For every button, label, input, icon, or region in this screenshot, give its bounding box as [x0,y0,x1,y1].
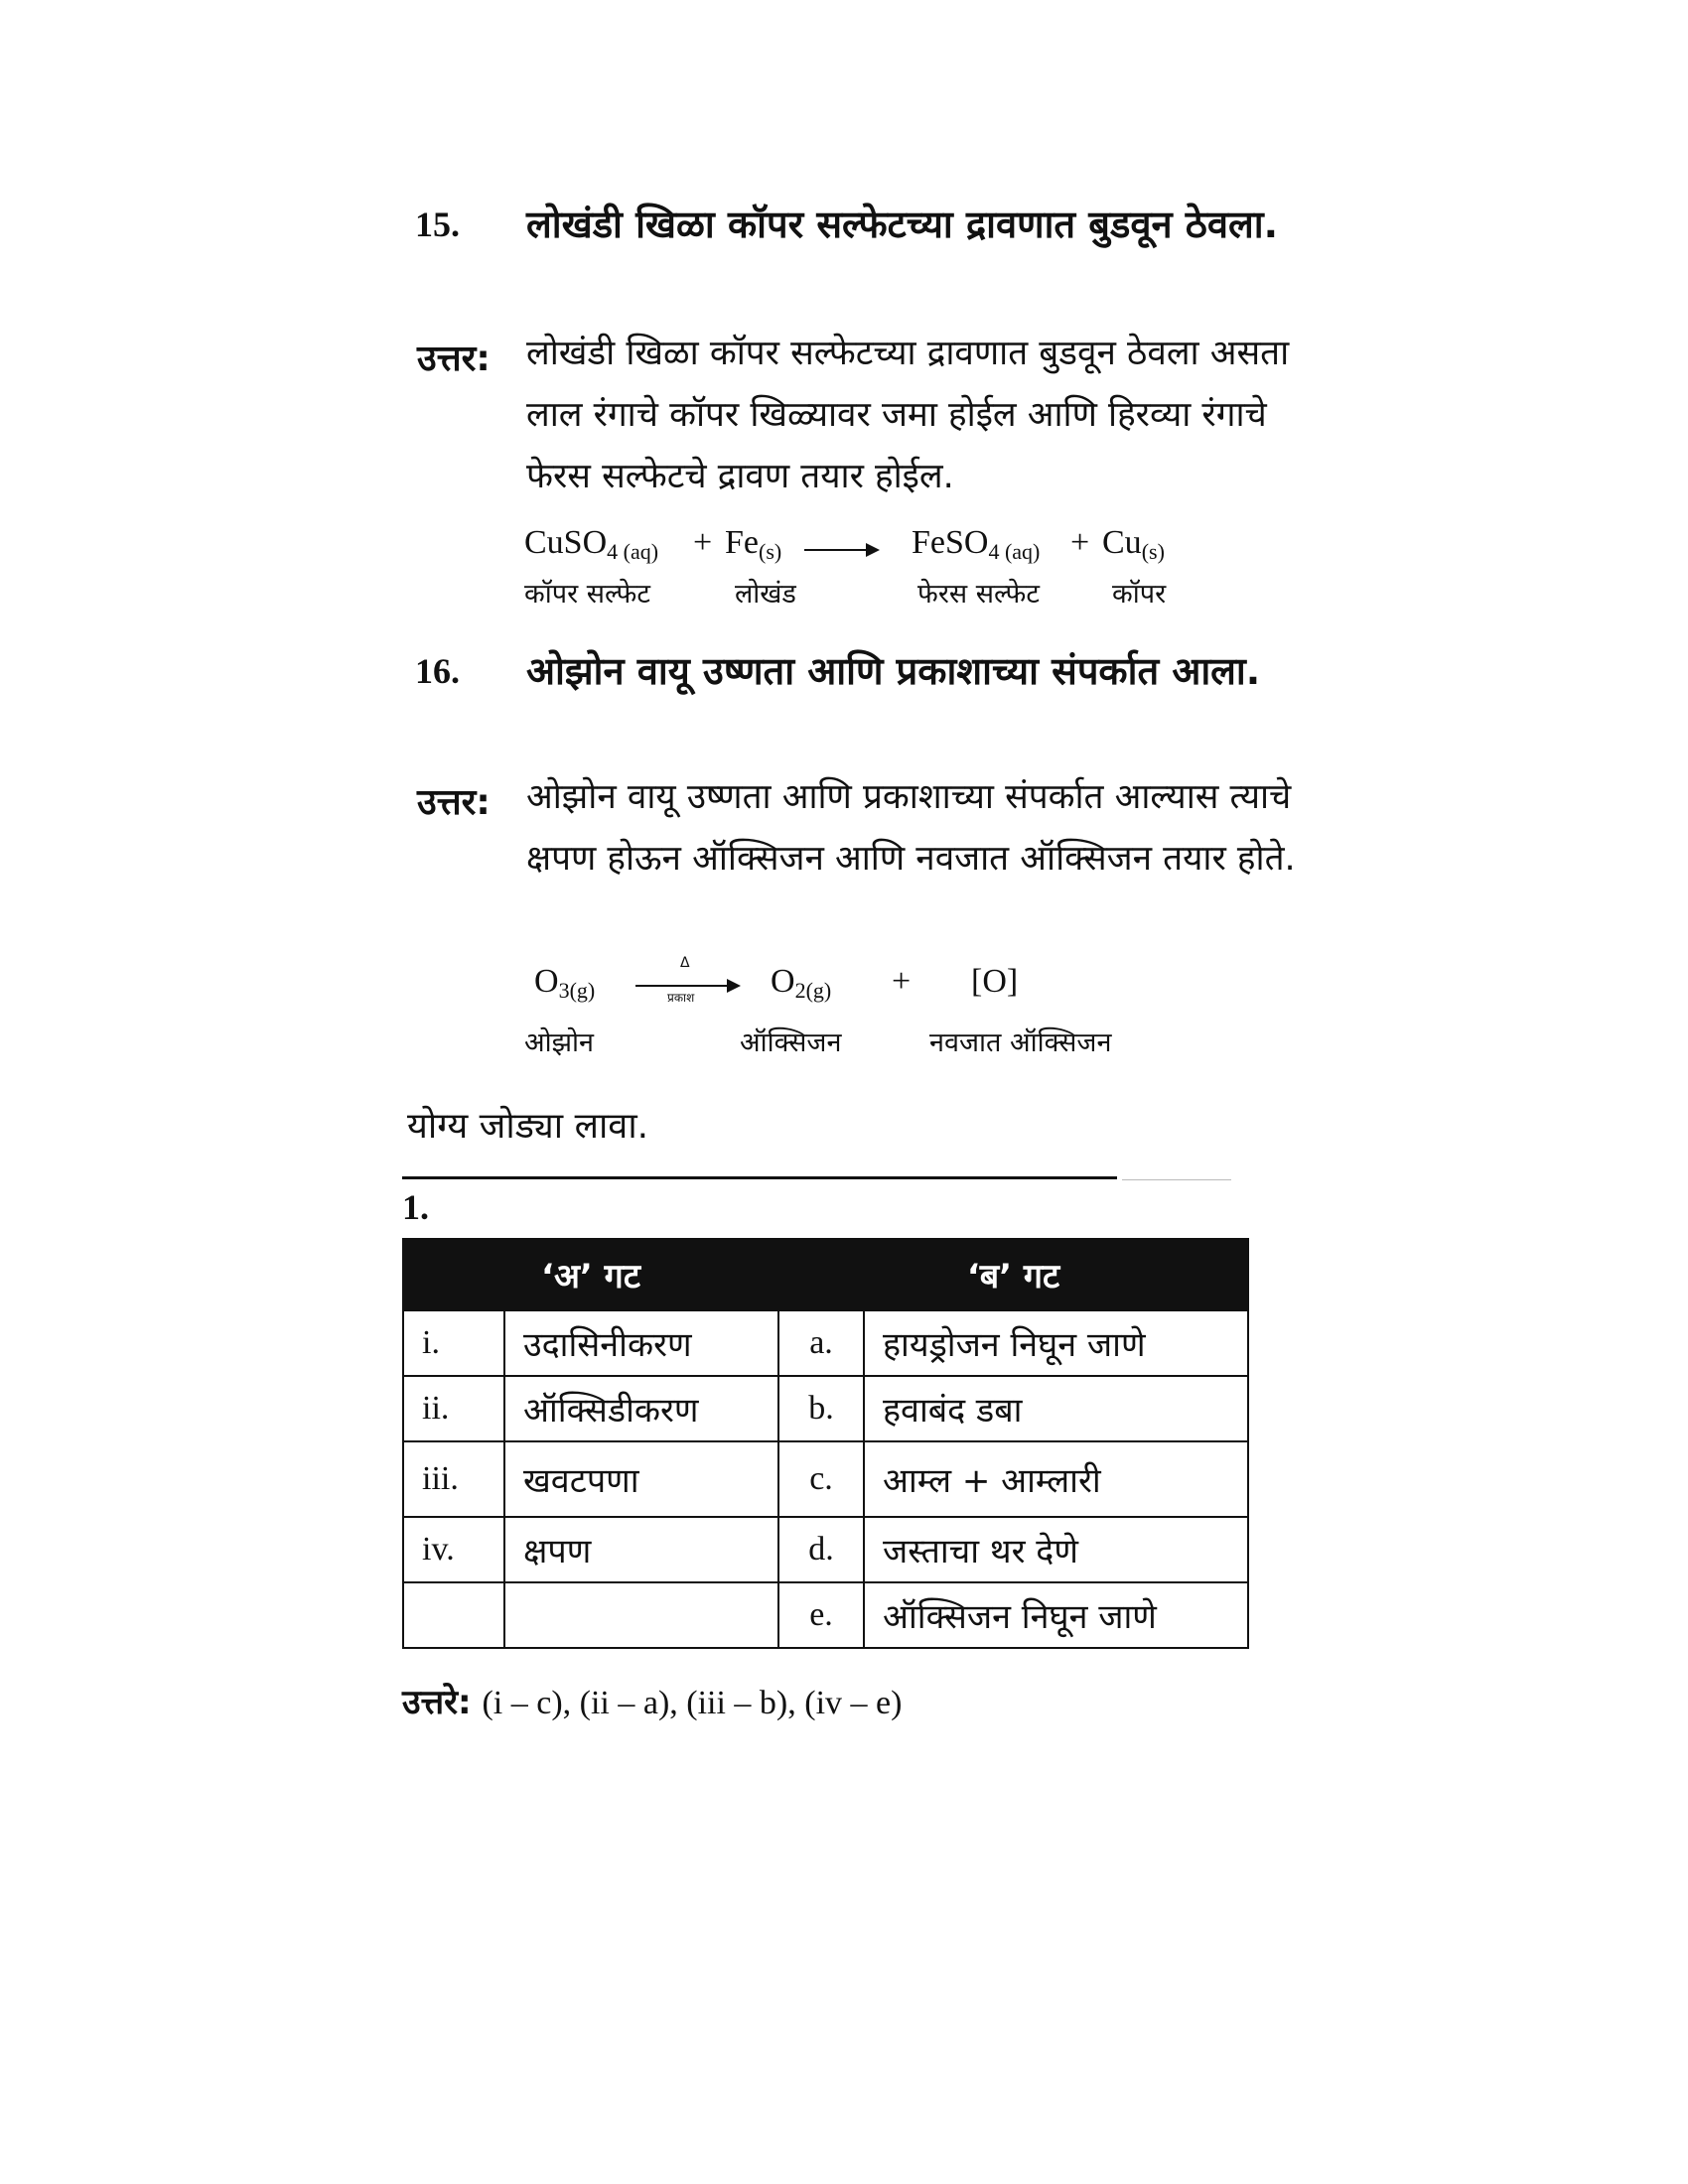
group-a-item: खवटपणा [504,1441,778,1517]
answer-label: उत्तर: [417,782,491,823]
group-a-item [504,1582,778,1648]
group-a-item: उदासिनीकरण [504,1310,778,1376]
divider-line [402,1176,1117,1179]
row-number: ii. [403,1376,504,1441]
match-answers [402,1678,902,1723]
row-number: i. [403,1310,504,1376]
answer-text: ओझोन वायू उष्णता आणि प्रकाशाच्या संपर्कात आल्यास त्याचे क्षपण होऊन ऑक्सिजन आणि नवजात ऑक्सिजन तयार होते. [526,777,1296,879]
label-nascent-oxygen: नवजात ऑक्सिजन [929,1027,1112,1058]
label-oxygen: ऑक्सिजन [740,1027,842,1058]
product-ferrous-sulphate: FeSO$_{4 (aq)}$ [912,524,1041,564]
match-table [402,1238,1249,1649]
reactant-iron: $Fe_{(s)}$ [725,524,782,564]
row-number: iv. [403,1517,504,1582]
group-a-item: क्षपण [504,1517,778,1582]
group-b-item: हवाबंद डबा [864,1376,1248,1441]
table-row [403,1376,1248,1441]
header-group-b: ‘ब’ गट [778,1239,1248,1310]
label-iron: लोखंड [735,579,796,610]
answer-label: उत्तर: [417,339,491,379]
group-a-item: ऑक्सिडीकरण [504,1376,778,1441]
product-copper: $Cu_{(s)}$ [1102,524,1165,564]
label-copper: कॉपर [1112,579,1167,610]
answer-text: लोखंडी खिळा कॉपर सल्फेटच्या द्रावणात बुडवून ठेवला असता लाल रंगाचे कॉपर खिळ्यावर जमा होईल आणि हिरव्या रंगाचे फेरस सल्फेटचे द्रावण तयार होईल. [526,334,1290,496]
label-ferrous-sulphate: फेरस सल्फेट [917,579,1040,610]
plus-sign: + [892,963,912,1000]
plus-sign: + [1070,524,1090,561]
plus-sign: + [693,524,713,561]
row-number [403,1582,504,1648]
reactant-ozone: $O_{3(g)}$ [534,963,596,1003]
divider-line-faint [1122,1179,1231,1180]
light-label: प्रकाश [667,991,695,1005]
row-letter: b. [778,1376,864,1441]
answers-value: (i – c), (ii – a), (iii – b), (iv – e) [482,1685,903,1721]
group-b-item: आम्ल + आम्लारी [864,1441,1248,1517]
header-group-a: ‘अ’ गट [403,1239,778,1310]
question-number: 15. [415,205,460,244]
question-text: ओझोन वायू उष्णता आणि प्रकाशाच्या संपर्कात आला. [526,649,1261,693]
match-question-number: 1. [402,1187,429,1227]
table-row [403,1441,1248,1517]
label-ozone: ओझोन [524,1027,595,1058]
reactant-copper-sulphate: CuSO$_{4 (aq)}$ [524,524,659,564]
group-b-item: जस्ताचा थर देणे [864,1517,1248,1582]
reaction-arrow [804,549,878,551]
product-oxygen: $O_{2(g)}$ [771,963,832,1003]
group-b-item: ऑक्सिजन निघून जाणे [864,1582,1248,1648]
table-row [403,1582,1248,1648]
heat-symbol: Δ [680,955,690,971]
question-text: लोखंडी खिळा कॉपर सल्फेटच्या द्रावणात बुडवून ठेवला. [526,203,1279,246]
row-letter: e. [778,1582,864,1648]
table-header-row [403,1239,1248,1310]
row-letter: d. [778,1517,864,1582]
label-copper-sulphate: कॉपर सल्फेट [524,579,650,610]
product-nascent-oxygen: [O] [971,963,1019,1000]
row-letter: c. [778,1441,864,1517]
answers-label: उत्तरे: [402,1683,472,1722]
row-number: iii. [403,1441,504,1517]
reaction-arrow [635,985,739,987]
group-b-item: हायड्रोजन निघून जाणे [864,1310,1248,1376]
table-row [403,1517,1248,1582]
table-row [403,1310,1248,1376]
question-number: 16. [415,651,460,691]
row-letter: a. [778,1310,864,1376]
section-title: योग्य जोड्या लावा. [407,1106,649,1147]
